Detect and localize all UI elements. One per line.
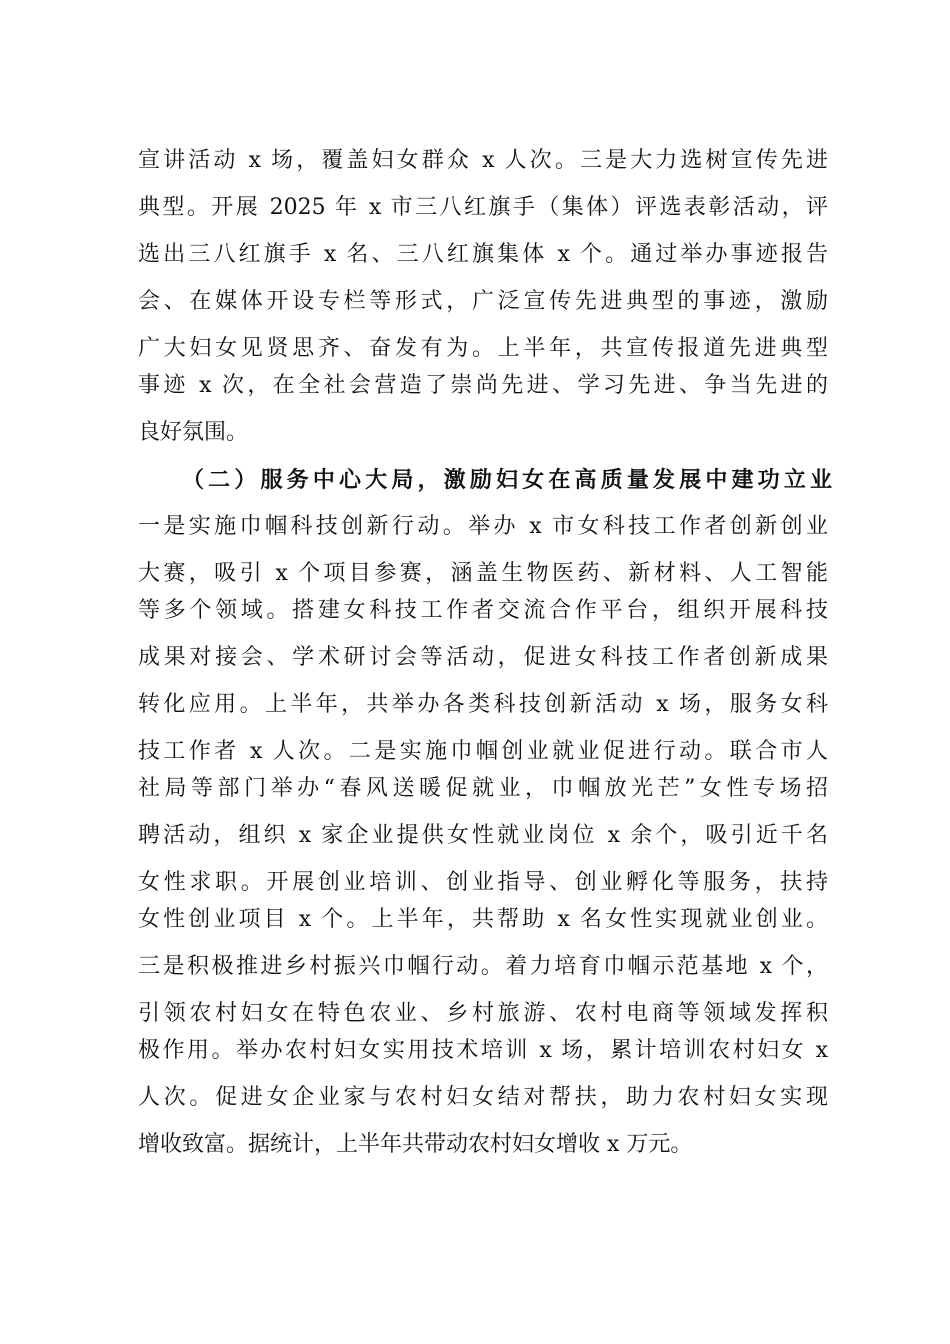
paragraph-2-line-12: 引领农村妇女在特色农业、乡村旅游、农村电商等领域发挥积 (138, 1001, 828, 1026)
paragraph-2-line-9: 女性求职。开展创业培训、创业指导、创业孵化等服务，扶持 (138, 870, 828, 895)
paragraph-1-line-5: 广大妇女见贤思齐、奋发有为。上半年，共宣传报道先进典型 (138, 336, 828, 361)
paragraph-2-line-4: 成果对接会、学术研讨会等活动，促进女科技工作者创新成果 (138, 645, 828, 670)
paragraph-1-line-7: 良好氛围。 (138, 420, 249, 445)
paragraph-2-line-11: 三是积极推进乡村振兴巾帼行动。着力培育巾帼示范基地 x 个， (138, 954, 828, 979)
paragraph-2-line-13: 极作用。举办农村妇女实用技术培训 x 场，累计培训农村妇女 x (138, 1038, 828, 1063)
paragraph-2-line-7: 社局等部门举办“春风送暖促就业，巾帼放光芒”女性专场招 (138, 776, 828, 801)
paragraph-2-line-10: 女性创业项目 x 个。上半年，共帮助 x 名女性实现就业创业。 (138, 907, 828, 932)
paragraph-2-line-8: 聘活动，组织 x 家企业提供女性就业岗位 x 余个，吸引近千名 (138, 823, 828, 848)
paragraph-2-line-1: 一是实施巾帼科技创新行动。举办 x 市女科技工作者创新创业 (138, 514, 828, 539)
paragraph-2-line-5: 转化应用。上半年，共举办各类科技创新活动 x 场，服务女科 (138, 692, 828, 717)
paragraph-2-line-3: 等多个领域。搭建女科技工作者交流合作平台，组织开展科技 (138, 598, 828, 623)
paragraph-2-line-6: 技工作者 x 人次。二是实施巾帼创业就业促进行动。联合市人 (138, 739, 828, 764)
paragraph-1-line-4: 会、在媒体开设专栏等形式，广泛宣传先进典型的事迹，激励 (138, 289, 828, 314)
paragraph-1-line-6: 事迹 x 次，在全社会营造了崇尚先进、学习先进、争当先进的 (138, 373, 828, 398)
paragraph-1-line-3: 选出三八红旗手 x 名、三八红旗集体 x 个。通过举办事迹报告 (138, 242, 828, 267)
paragraph-1-line-2: 典型。开展 2025 年 x 市三八红旗手（集体）评选表彰活动，评 (138, 195, 828, 220)
paragraph-2-line-14: 人次。促进女企业家与农村妇女结对帮扶，助力农村妇女实现 (138, 1085, 828, 1110)
section-heading: （二）服务中心大局，激励妇女在高质量发展中建功立业 (182, 467, 832, 493)
paragraph-2-line-15: 增收致富。据统计，上半年共带动农村妇女增收 x 万元。 (138, 1132, 693, 1157)
paragraph-2-line-2: 大赛，吸引 x 个项目参赛，涵盖生物医药、新材料、人工智能 (138, 561, 828, 586)
paragraph-1-line-1: 宣讲活动 x 场，覆盖妇女群众 x 人次。三是大力选树宣传先进 (138, 148, 828, 173)
